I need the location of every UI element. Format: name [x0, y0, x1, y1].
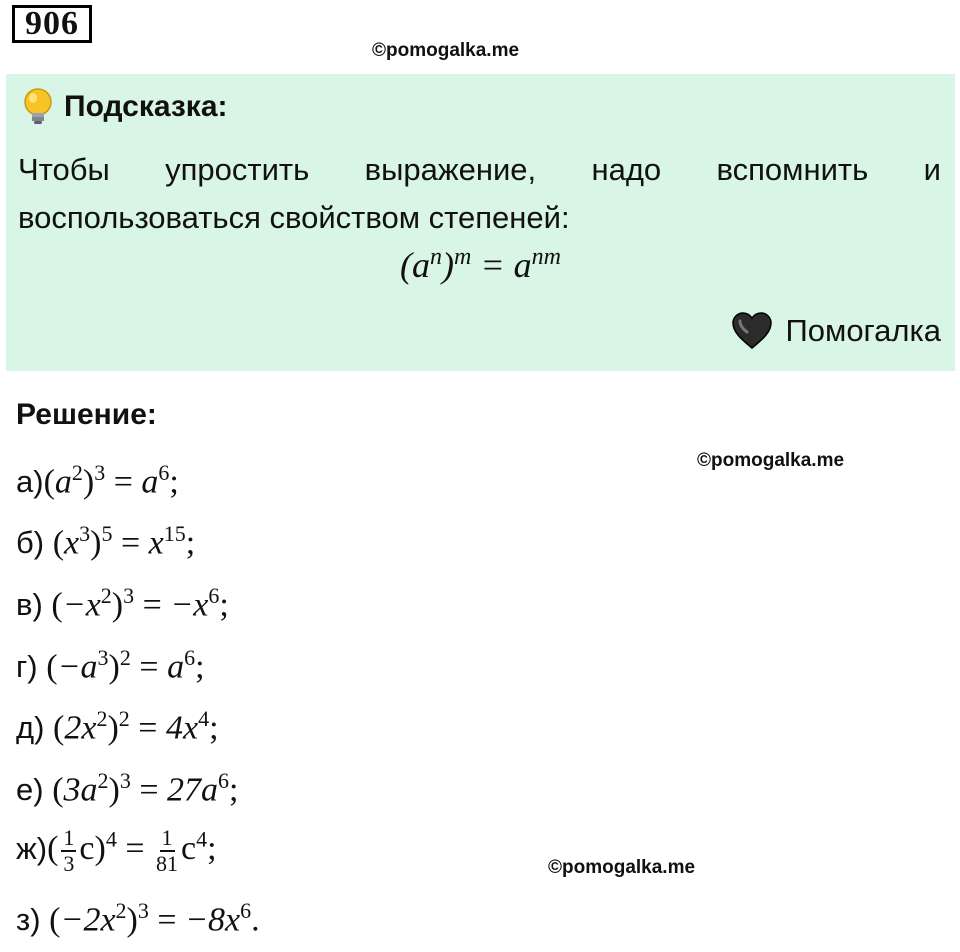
solution-item-v: в) $(-x^2)^3 = -x^6$;: [16, 583, 229, 624]
power-rule-formula: $(a^n)^m = a^{nm}$: [400, 244, 561, 285]
hint-word: упростить: [165, 152, 310, 187]
fraction: $\frac{1}{81}$: [156, 825, 178, 876]
solution-item-zh: ж) ( $\frac{1}{3}$ c)$^4$ = $\frac{1}{81}$ $c^4$;: [16, 825, 217, 876]
solution-item-a: а) $(a^2)^3 = a^6$;: [16, 460, 179, 501]
solution-title: Решение:: [16, 398, 157, 431]
problem-number: 906: [12, 5, 92, 43]
hint-word: надо: [591, 152, 662, 187]
watermark-bottom: ©pomogalka.me: [548, 857, 696, 878]
solution-item-g: г) $(-a^3)^2 = a^6$;: [16, 645, 205, 686]
hint-text: [18, 146, 941, 242]
brand-signature: [731, 312, 941, 350]
hint-word: вспомнить: [716, 152, 869, 187]
watermark-middle: ©pomogalka.me: [697, 450, 845, 471]
solution-item-b: б) $(x^3)^5 = x^{15}$;: [16, 521, 196, 562]
hint-word: и: [923, 152, 941, 187]
heart-icon: [731, 312, 773, 350]
hint-box: [6, 74, 955, 371]
solution-item-z: з) $(-2x^2)^3 = -8x^6$.: [16, 898, 260, 939]
hint-word: Чтобы: [18, 152, 110, 187]
hint-title: Подсказка:: [64, 90, 228, 123]
lightbulb-icon: [22, 88, 54, 126]
hint-line-2: воспользоваться свойством степеней:: [18, 200, 570, 235]
solution-item-e: е) $(3a^2)^3 = 27a^6$;: [16, 768, 239, 809]
hint-word: выражение,: [364, 152, 537, 187]
fraction: $\frac{1}{3}$: [63, 825, 75, 876]
hint-header: [22, 88, 228, 126]
brand-name: Помогалка: [785, 313, 941, 348]
solution-item-d: д) $(2x^2)^2 = 4x^4$;: [16, 706, 219, 747]
watermark-top: ©pomogalka.me: [372, 40, 520, 61]
